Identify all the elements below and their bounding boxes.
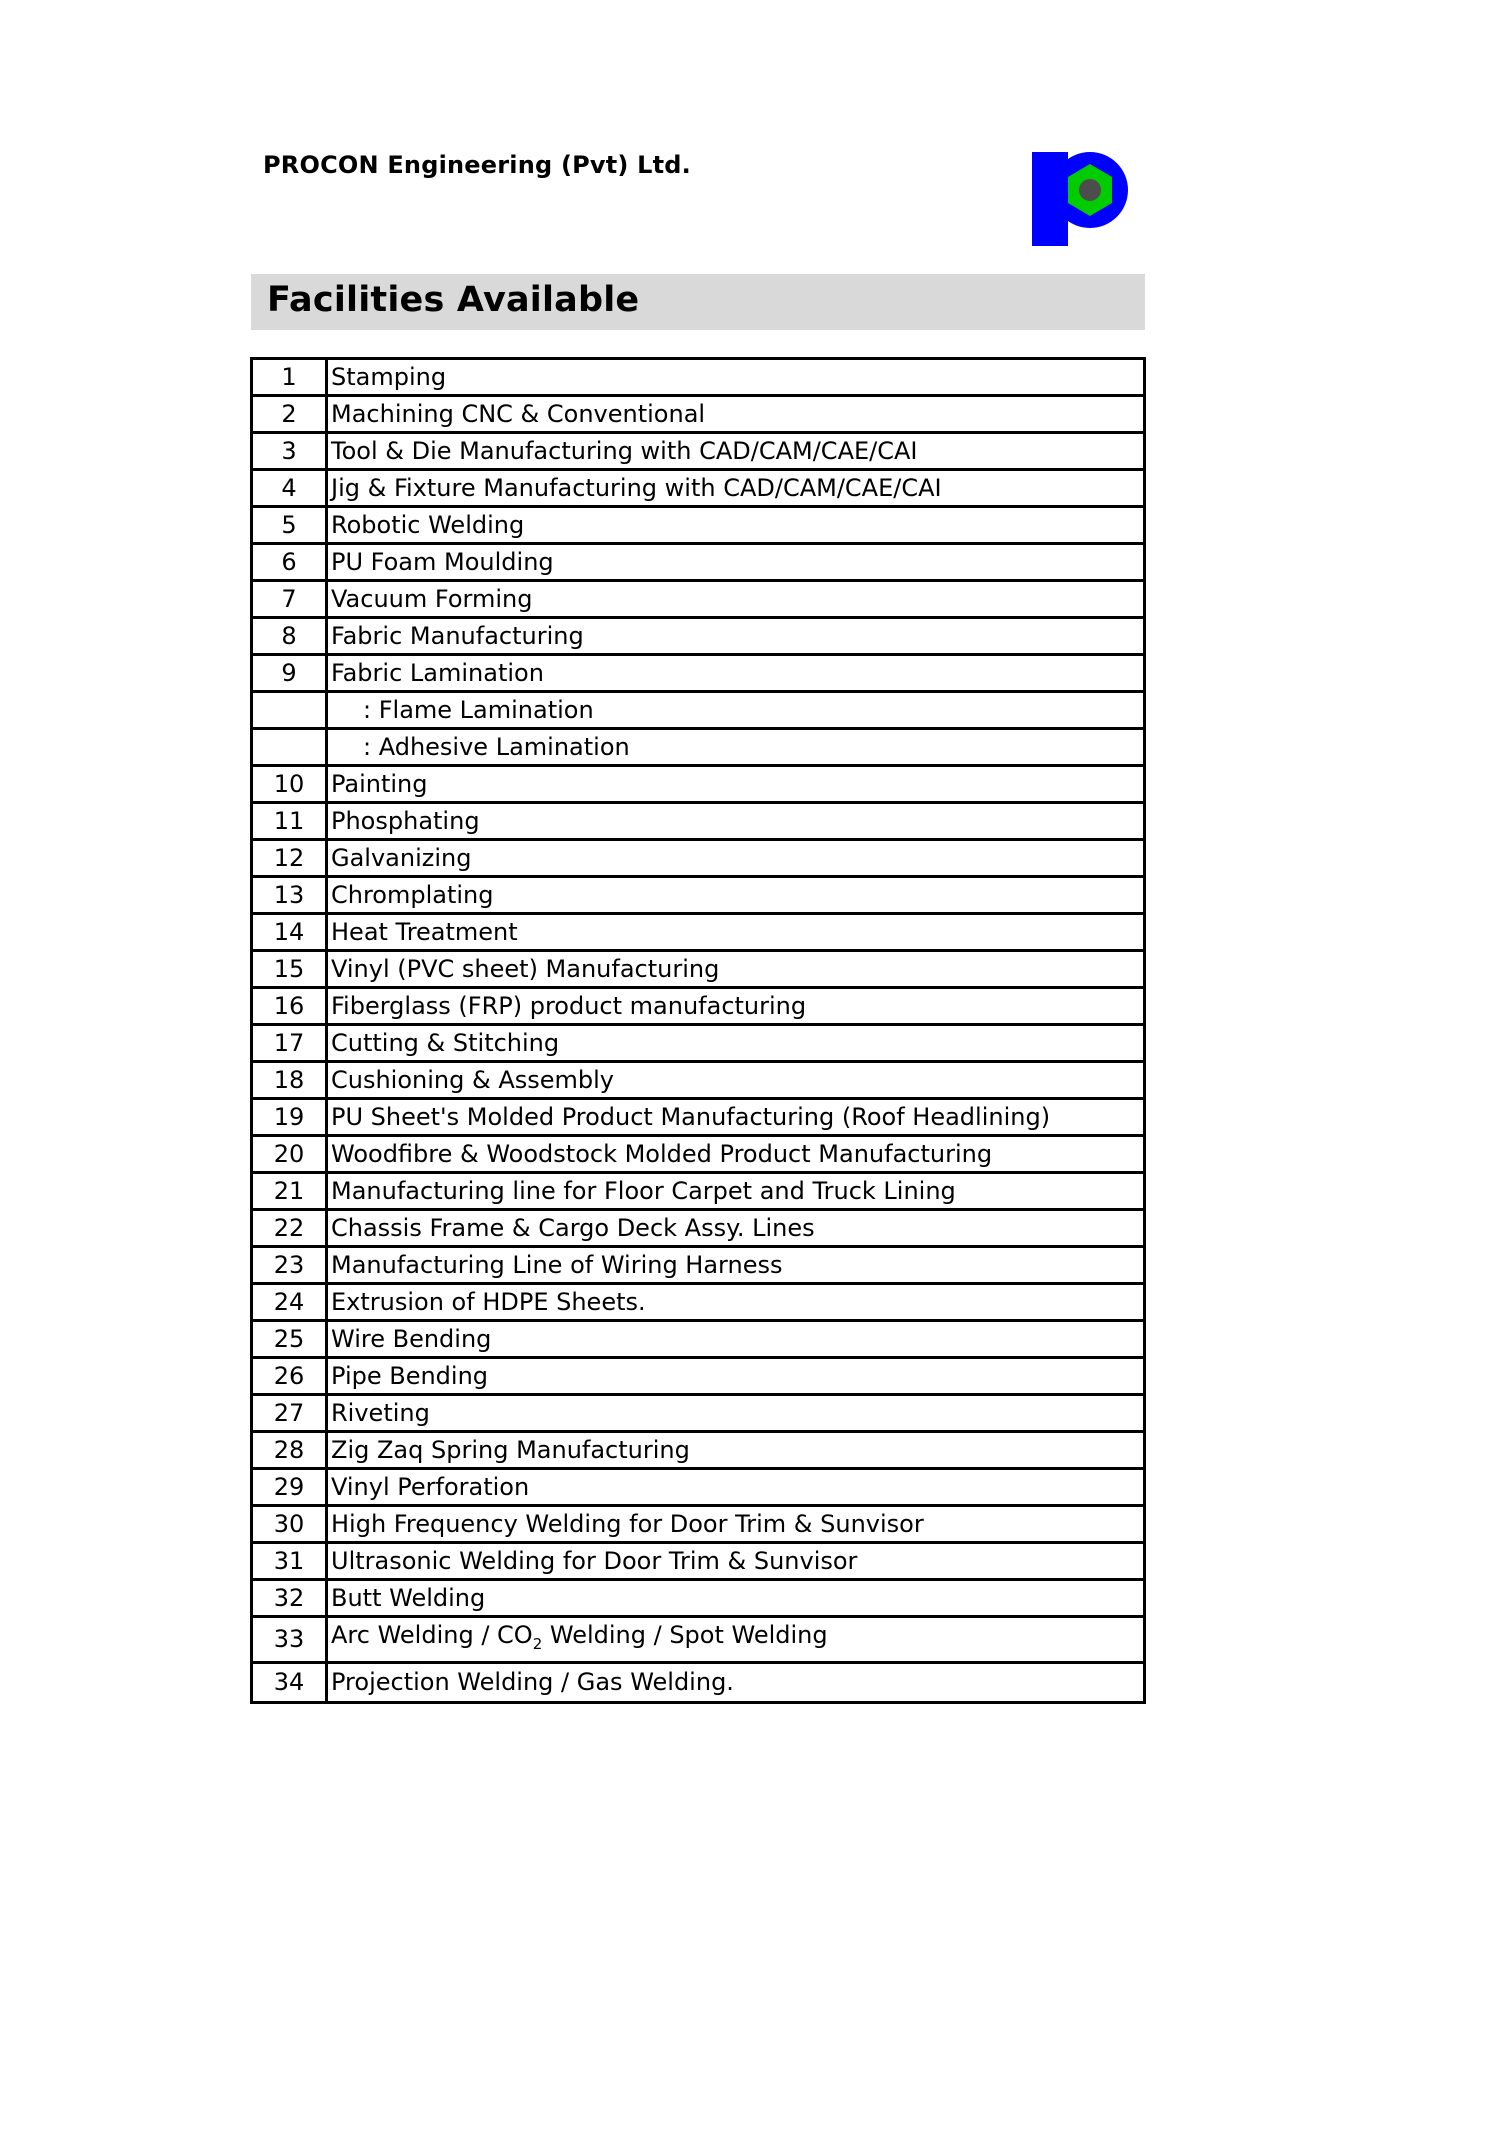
row-number: 15 [252,951,327,988]
row-number: 9 [252,655,327,692]
row-number: 14 [252,914,327,951]
row-number: 34 [252,1662,327,1702]
row-number: 32 [252,1580,327,1617]
table-row [252,470,1145,507]
facility-name: Fiberglass (FRP) product manufacturing [327,988,1145,1025]
table-row [252,1395,1145,1432]
row-number [252,692,327,729]
row-number: 30 [252,1506,327,1543]
row-number: 29 [252,1469,327,1506]
row-number: 13 [252,877,327,914]
row-number: 21 [252,1173,327,1210]
table-row [252,359,1145,396]
table-row [252,1210,1145,1247]
facility-name: Phosphating [327,803,1145,840]
facility-text-after: Welding / Spot Welding [542,1621,828,1649]
facility-name: Fabric Manufacturing [327,618,1145,655]
table-row [252,618,1145,655]
facility-name: : Flame Lamination [327,692,1145,729]
table-row [252,1543,1145,1580]
row-number: 25 [252,1321,327,1358]
facility-name: Chassis Frame & Cargo Deck Assy. Lines [327,1210,1145,1247]
section-heading-bar [251,274,1145,330]
facility-name: Galvanizing [327,840,1145,877]
facility-name: PU Foam Moulding [327,544,1145,581]
facility-name: Fabric Lamination [327,655,1145,692]
row-number: 3 [252,433,327,470]
table-row [252,1099,1145,1136]
facility-name: Vinyl Perforation [327,1469,1145,1506]
facility-name: Extrusion of HDPE Sheets. [327,1284,1145,1321]
row-number: 27 [252,1395,327,1432]
table-row [252,951,1145,988]
row-number: 19 [252,1099,327,1136]
row-number: 31 [252,1543,327,1580]
table-row [252,396,1145,433]
facility-name: High Frequency Welding for Door Trim & Sunvisor [327,1506,1145,1543]
logo-center [1079,179,1101,201]
table-row [252,1617,1145,1663]
company-name: PROCON Engineering (Pvt) Ltd. [263,151,692,179]
table-row [252,729,1145,766]
procon-logo [1032,152,1132,246]
facility-name: Manufacturing line for Floor Carpet and Truck Lining [327,1173,1145,1210]
facility-name: Wire Bending [327,1321,1145,1358]
facility-name: Machining CNC & Conventional [327,396,1145,433]
row-number: 5 [252,507,327,544]
facility-name: Cushioning & Assembly [327,1062,1145,1099]
table-row [252,1506,1145,1543]
table-row [252,766,1145,803]
facility-name: Robotic Welding [327,507,1145,544]
row-number: 10 [252,766,327,803]
facility-name: Jig & Fixture Manufacturing with CAD/CAM/CAE/CAI [327,470,1145,507]
facility-name: Manufacturing Line of Wiring Harness [327,1247,1145,1284]
facility-name: Projection Welding / Gas Welding. [327,1662,1145,1702]
facility-name: Cutting & Stitching [327,1025,1145,1062]
row-number: 1 [252,359,327,396]
table-row [252,840,1145,877]
row-number: 22 [252,1210,327,1247]
table-row [252,1247,1145,1284]
row-number: 16 [252,988,327,1025]
row-number: 4 [252,470,327,507]
facility-name: Riveting [327,1395,1145,1432]
row-number: 2 [252,396,327,433]
facility-name: Heat Treatment [327,914,1145,951]
row-number: 7 [252,581,327,618]
table-row [252,1432,1145,1469]
row-number: 28 [252,1432,327,1469]
row-number: 6 [252,544,327,581]
table-row [252,1173,1145,1210]
table-row [252,433,1145,470]
row-number: 11 [252,803,327,840]
table-row [252,1358,1145,1395]
row-number: 12 [252,840,327,877]
row-number: 17 [252,1025,327,1062]
row-number: 33 [252,1617,327,1663]
table-row [252,1580,1145,1617]
facility-name: Stamping [327,359,1145,396]
row-number [252,729,327,766]
facility-name: Ultrasonic Welding for Door Trim & Sunvisor [327,1543,1145,1580]
table-row [252,1469,1145,1506]
row-number: 18 [252,1062,327,1099]
table-row [252,544,1145,581]
facility-name: Vinyl (PVC sheet) Manufacturing [327,951,1145,988]
facility-name: Pipe Bending [327,1358,1145,1395]
facility-name: Tool & Die Manufacturing with CAD/CAM/CAE/CAI [327,433,1145,470]
table-row [252,803,1145,840]
table-row [252,507,1145,544]
section-heading: Facilities Available [267,280,640,320]
facility-name [327,1617,1145,1663]
table-row [252,1136,1145,1173]
table-row [252,1062,1145,1099]
row-number: 20 [252,1136,327,1173]
table-row [252,988,1145,1025]
table-row [252,692,1145,729]
facility-name: Butt Welding [327,1580,1145,1617]
table-row [252,1321,1145,1358]
facilities-table [250,357,1146,1704]
table-row [252,1025,1145,1062]
row-number: 24 [252,1284,327,1321]
facility-name: Zig Zaq Spring Manufacturing [327,1432,1145,1469]
facility-name: Chromplating [327,877,1145,914]
table-row [252,1662,1145,1702]
subscript: 2 [532,1634,543,1653]
facility-name: : Adhesive Lamination [327,729,1145,766]
row-number: 26 [252,1358,327,1395]
facility-name: Woodfibre & Woodstock Molded Product Manufacturing [327,1136,1145,1173]
facility-name: Vacuum Forming [327,581,1145,618]
facility-text: Arc Welding / CO [331,1621,533,1649]
table-row [252,1284,1145,1321]
row-number: 8 [252,618,327,655]
table-row [252,877,1145,914]
table-row [252,581,1145,618]
facility-name: Painting [327,766,1145,803]
table-row [252,914,1145,951]
table-row [252,655,1145,692]
row-number: 23 [252,1247,327,1284]
facility-name: PU Sheet's Molded Product Manufacturing (Roof Headlining) [327,1099,1145,1136]
